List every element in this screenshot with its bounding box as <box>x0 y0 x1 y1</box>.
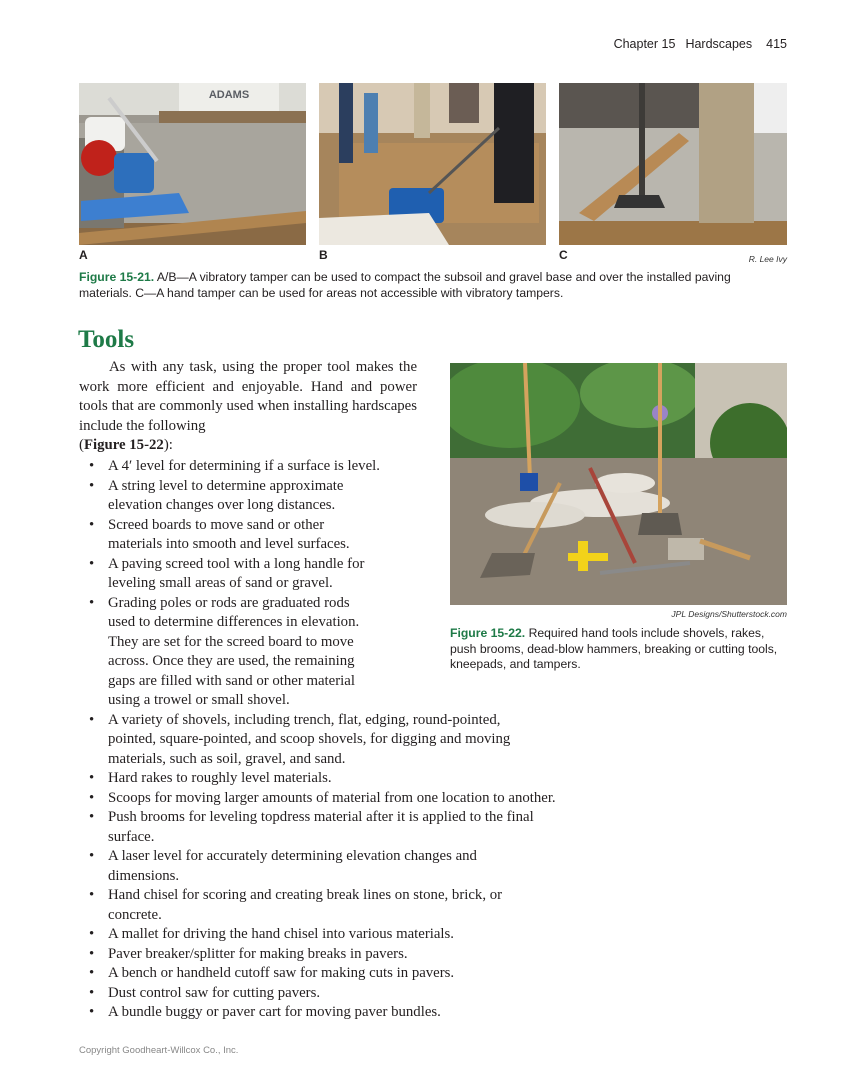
bullet-dot: • <box>89 945 95 962</box>
page-number: 415 <box>766 37 787 51</box>
figure-reference: Figure 15-22 <box>83 437 164 453</box>
intro-line: makes the work more efficient and enjoyable. <box>79 359 418 395</box>
intro-line: As with any task, using the proper tool <box>109 359 351 375</box>
bullet-line: They are set for the screed board to move <box>108 633 354 650</box>
bullet-dot: • <box>89 809 95 825</box>
figure-15-22-caption-text: Required hand tools include shovels, rakes, push brooms, dead-blow hammers, breaking or cutting tools, kneepads, and tampers. <box>450 626 778 671</box>
tool-bullet-item <box>79 477 556 516</box>
bullet-dot: • <box>89 965 95 981</box>
bullet-dot: • <box>89 555 95 572</box>
intro-paren-close: ): <box>163 437 173 453</box>
bullet-line: Push brooms for leveling topdress material after it is applied to the final <box>108 809 534 825</box>
panel-label-c: C <box>559 248 568 262</box>
bullet-line: used to determine differences in elevation. <box>108 614 360 630</box>
bullet-dot: • <box>89 926 95 942</box>
intro-paragraph <box>79 358 417 456</box>
bullet-line: Dust control saw for cutting pavers. <box>108 984 321 1001</box>
tool-bullet-item <box>79 964 556 984</box>
bullet-line: across. Once they are used, the remaining <box>108 653 355 669</box>
tool-bullet-item <box>79 769 556 789</box>
bullet-line: Hard rakes to roughly level materials. <box>108 770 332 786</box>
bullet-line: A bench or handheld cutoff saw for making cuts in pavers. <box>108 965 455 981</box>
bullet-line: A 4′ level for determining if a surface is level. <box>108 458 380 474</box>
bullet-dot: • <box>89 789 95 806</box>
bullet-line: Paver breaker/splitter for making breaks in pavers. <box>108 945 408 962</box>
bullet-dot: • <box>89 477 95 494</box>
tool-bullet-item <box>79 555 556 594</box>
bullet-line: A string level to determine approximate <box>108 477 344 494</box>
bullet-dot: • <box>89 848 95 864</box>
bullet-line: gaps are filled with sand or other material <box>108 672 355 689</box>
panel-label-a: A <box>79 248 88 262</box>
bullet-dot: • <box>89 516 95 533</box>
figure-15-22-number: Figure 15-22. <box>450 626 526 640</box>
bullet-dot: • <box>89 458 95 474</box>
running-header <box>614 37 787 51</box>
figure-15-21-photo-b <box>319 83 546 245</box>
bullet-line: Screed boards to move sand or other <box>108 516 325 533</box>
tool-bullet-item <box>79 594 556 711</box>
bullet-dot: • <box>89 887 95 903</box>
bullet-dot: • <box>89 770 95 786</box>
bullet-dot: • <box>89 711 95 728</box>
bullet-line: A mallet for driving the hand chisel into various materials. <box>108 926 454 942</box>
chapter-title: Hardscapes <box>685 37 753 51</box>
tool-bullet-item <box>79 847 556 886</box>
bullet-line: A variety of shovels, including trench, flat, edging, round-pointed, <box>108 711 501 728</box>
bullet-line: A laser level for accurately determining elevation changes and <box>108 848 477 864</box>
tools-bullet-list <box>79 457 556 1023</box>
bullet-line: surface. <box>108 828 155 845</box>
section-title: Tools <box>78 326 135 353</box>
tool-bullet-item <box>79 789 556 809</box>
bullet-line: Hand chisel for scoring and creating break lines on stone, brick, or <box>108 887 503 903</box>
bag-brand-text: ADAMS <box>208 89 250 101</box>
tool-bullet-item <box>79 984 556 1004</box>
tool-bullet-item <box>79 925 556 945</box>
figure-15-21-caption <box>79 270 779 301</box>
bullet-line: Grading poles or rods are graduated rods <box>108 594 350 611</box>
intro-line: Hand and power tools that are commonly used <box>79 378 418 414</box>
bullet-line: pointed, square-pointed, and scoop shovels, for digging and moving <box>108 731 511 747</box>
intro-paren-open: ( <box>79 437 84 453</box>
bullet-line: materials into smooth and level surfaces. <box>108 536 350 552</box>
tool-bullet-item <box>79 711 556 770</box>
tool-bullet-item <box>79 808 556 847</box>
figure-15-21-photo-c <box>559 83 787 245</box>
copyright-footer: Copyright Goodheart-Willcox Co., Inc. <box>79 1045 239 1056</box>
bullet-dot: • <box>89 594 95 611</box>
tool-bullet-item <box>79 457 556 477</box>
bullet-line: materials, such as soil, gravel, and sand. <box>108 750 346 767</box>
figure-15-21-photo-a <box>79 83 306 245</box>
bullet-line: leveling small areas of sand or gravel. <box>108 575 333 591</box>
tool-bullet-item <box>79 1003 556 1023</box>
chapter-label: Chapter 15 <box>613 37 676 51</box>
bullet-line: Scoops for moving larger amounts of material from one location to another. <box>108 789 556 806</box>
figure-15-21-number: Figure 15-21. <box>79 270 155 284</box>
bullet-line: dimensions. <box>108 867 180 884</box>
figure-15-21-caption-text: A/B—A vibratory tamper can be used to compact the subsoil and gravel base and over the installed paving materials. C—A hand tamper can be used for areas not accessible with vibratory tampers. <box>79 270 731 300</box>
tool-bullet-item <box>79 886 556 925</box>
tool-bullet-item <box>79 945 556 965</box>
bullet-line: elevation changes over long distances. <box>108 497 336 513</box>
tool-bullet-item <box>79 516 556 555</box>
bullet-line: using a trowel or small shovel. <box>108 692 290 708</box>
figure-15-21-credit: R. Lee Ivy <box>748 254 787 264</box>
figure-15-22-credit: JPL Designs/Shutterstock.com <box>671 609 787 619</box>
bullet-line: A bundle buggy or paver cart for moving paver bundles. <box>108 1004 441 1020</box>
bullet-line: concrete. <box>108 906 162 923</box>
intro-line: when installing hardscapes include the following <box>79 398 417 434</box>
bullet-line: A paving screed tool with a long handle for <box>108 555 365 572</box>
bullet-dot: • <box>89 1004 95 1020</box>
bullet-dot: • <box>89 984 95 1001</box>
panel-label-b: B <box>319 248 328 262</box>
